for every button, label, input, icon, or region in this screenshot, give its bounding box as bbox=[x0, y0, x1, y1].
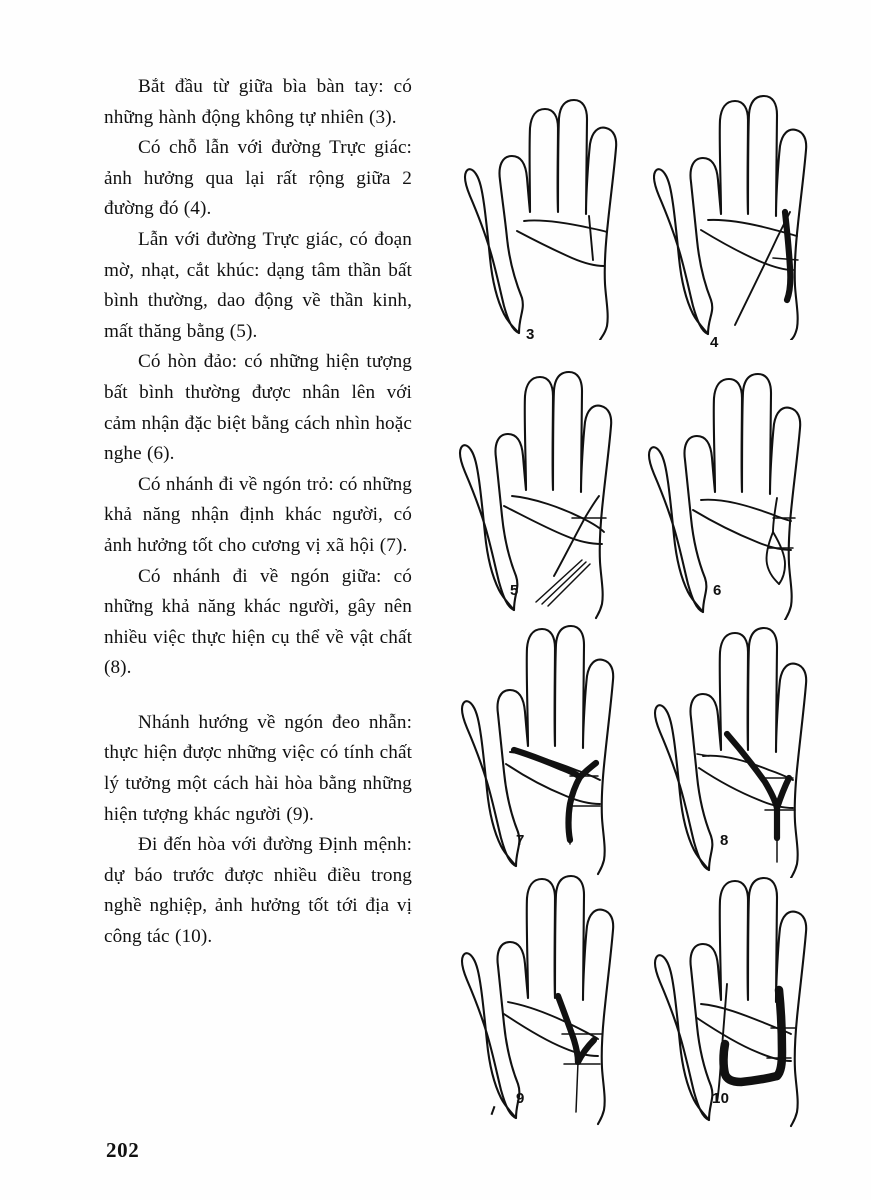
figure-column bbox=[440, 68, 860, 1128]
text-column bbox=[104, 72, 412, 953]
hand-diagram-9 bbox=[458, 868, 658, 1130]
paragraph-1: Bắt đầu từ giữa bìa bàn tay: có những hành động không tự nhiên (3). bbox=[104, 76, 412, 128]
figure-label-3: 3 bbox=[526, 326, 535, 343]
paragraph-2: Có chỗ lẫn với đường Trực giác: ảnh hưởng qua lại rất rộng giữa 2 đường đó (4). bbox=[104, 137, 412, 220]
hand-diagram-8 bbox=[653, 616, 853, 878]
paragraph-3: Lẫn với đường Trực giác, có đoạn mờ, nhạt, cắt khúc: dạng tâm thần bất bình thường, dao động về thần kinh, mất thăng bằng (5). bbox=[104, 228, 412, 342]
figure-label-6: 6 bbox=[713, 582, 722, 599]
figure-label-9: 9 bbox=[516, 1090, 525, 1107]
figure-label-5: 5 bbox=[510, 582, 519, 599]
page-number: 202 bbox=[106, 1138, 140, 1162]
paragraph-7: Nhánh hướng về ngón đeo nhẫn: thực hiện được những việc có tính chất lý tưởng một cách hài hòa bằng những hiện tượng khác người (9). bbox=[104, 711, 412, 825]
paragraph-8: Đi đến hòa với đường Định mệnh: dự báo trước được nhiều điều trong nghề nghiệp, ảnh hưởng tốt tới địa vị công tác (10). bbox=[104, 834, 412, 948]
paragraph-5: Có nhánh đi về ngón trỏ: có những khả năng nhận định khác người, có ảnh hưởng tốt cho cương vị xã hội (7). bbox=[104, 473, 412, 556]
paragraph-4: Có hòn đảo: có những hiện tượng bất bình thường được nhân lên với cảm nhận đặc biệt bằng cách nhìn hoặc nghe (6). bbox=[104, 351, 412, 465]
figure-label-10: 10 bbox=[712, 1090, 730, 1107]
figure-label-7: 7 bbox=[516, 832, 525, 849]
hand-diagram-4 bbox=[653, 78, 853, 340]
figure-label-4: 4 bbox=[710, 334, 719, 351]
hand-diagram-10 bbox=[653, 868, 853, 1130]
hand-diagram-5 bbox=[454, 358, 654, 620]
paragraph-6: Có nhánh đi về ngón giữa: có những khả năng khác người, gây nên nhiều việc thực hiện cụ thể về vật chất (8). bbox=[104, 565, 412, 679]
hand-diagram-6 bbox=[645, 358, 845, 620]
hand-diagram-7 bbox=[458, 616, 658, 878]
hand-diagram-3 bbox=[462, 78, 662, 340]
figure-label-8: 8 bbox=[720, 832, 729, 849]
